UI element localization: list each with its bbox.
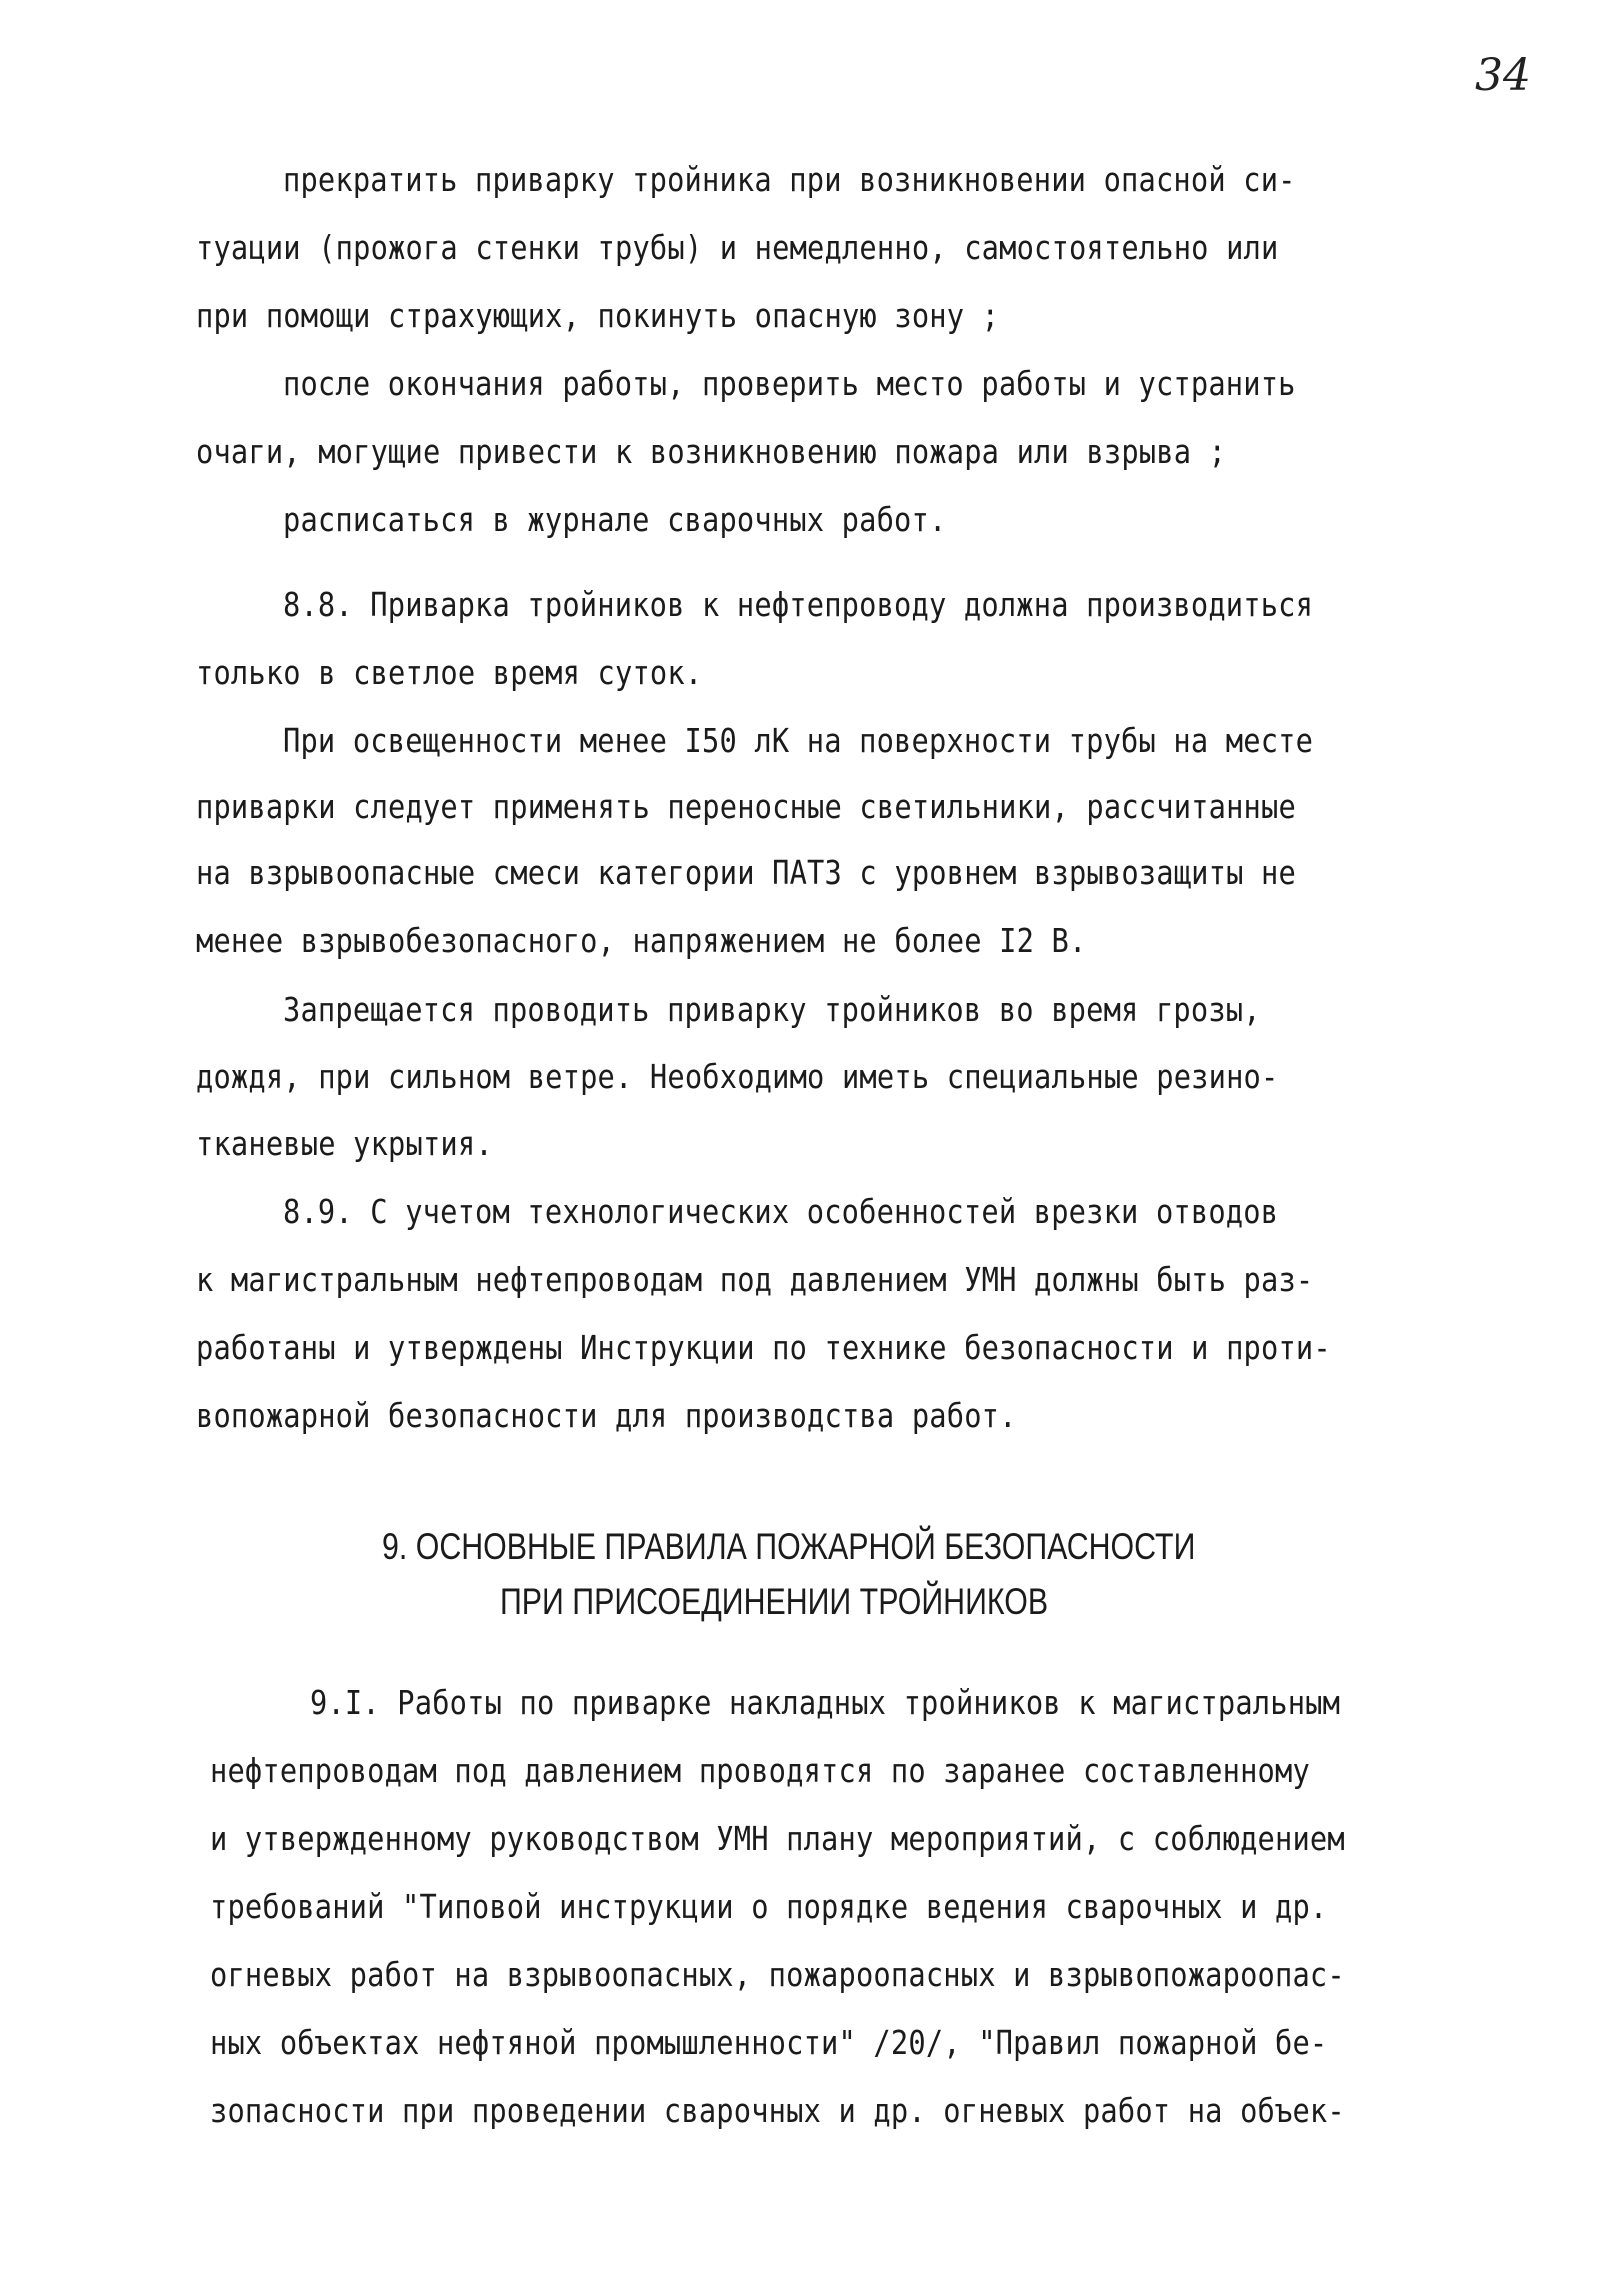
text-line: 8.8. Приварка тройников к нефтепроводу должна производиться <box>283 585 1314 624</box>
text-line: к магистральным нефтепроводам под давлением УМН должны быть раз- <box>196 1260 1314 1299</box>
text-line: при помощи страхующих, покинуть опасную зону ; <box>196 296 1000 335</box>
section-heading-line-2: ПРИ ПРИСОЕДИНЕНИИ ТРОЙНИКОВ <box>500 1581 1049 1622</box>
text-line: только в светлое время суток. <box>196 653 703 692</box>
text-line: нефтепроводам под давлением проводятся по заранее составленному <box>210 1751 1310 1790</box>
text-line: дождя, при сильном ветре. Необходимо иметь специальные резино- <box>196 1057 1279 1096</box>
text-line: ных объектах нефтяной промышленности" /20/, "Правил пожарной бе- <box>210 2023 1328 2062</box>
text-line: При освещенности менее I50 лК на поверхности трубы на месте <box>283 721 1314 760</box>
text-line: расписаться в журнале сварочных работ. <box>283 500 947 539</box>
text-line: после окончания работы, проверить место работы и устранить <box>283 364 1296 403</box>
text-line: 8.9. С учетом технологических особенностей врезки отводов <box>283 1192 1279 1231</box>
text-line: тканевые укрытия. <box>196 1124 493 1163</box>
text-line: зопасности при проведении сварочных и др. огневых работ на объек- <box>210 2091 1345 2130</box>
text-line: туации (прожога стенки трубы) и немедленно, самостоятельно или <box>196 228 1279 267</box>
text-line: 9.I. Работы по приварке накладных тройников к магистральным <box>310 1683 1341 1722</box>
text-line: огневых работ на взрывоопасных, пожароопасных и взрывопожароопас- <box>210 1955 1345 1994</box>
text-line: прекратить приварку тройника при возникновении опасной си- <box>283 160 1296 199</box>
text-line: Запрещается проводить приварку тройников во время грозы, <box>283 990 1261 1029</box>
text-line: на взрывоопасные смеси категории ПАТЗ с уровнем взрывозащиты не <box>196 853 1296 892</box>
section-heading-line-1: 9. ОСНОВНЫЕ ПРАВИЛА ПОЖАРНОЙ БЕЗОПАСНОСТИ <box>382 1526 1196 1567</box>
page-number: 34 <box>1475 50 1531 101</box>
text-line: приварки следует применять переносные светильники, рассчитанные <box>196 787 1296 826</box>
text-line: работаны и утверждены Инструкции по технике безопасности и проти- <box>196 1328 1331 1367</box>
text-line: очаги, могущие привести к возникновению пожара или взрыва ; <box>196 432 1227 471</box>
text-line: и утвержденному руководством УМН плану мероприятий, с соблюдением <box>210 1819 1345 1858</box>
text-line: вопожарной безопасности для производства работ. <box>196 1396 1017 1435</box>
text-line: требований "Типовой инструкции о порядке ведения сварочных и др. <box>210 1887 1328 1926</box>
text-line: менее взрывобезопасного, напряжением не более I2 В. <box>196 921 1087 960</box>
